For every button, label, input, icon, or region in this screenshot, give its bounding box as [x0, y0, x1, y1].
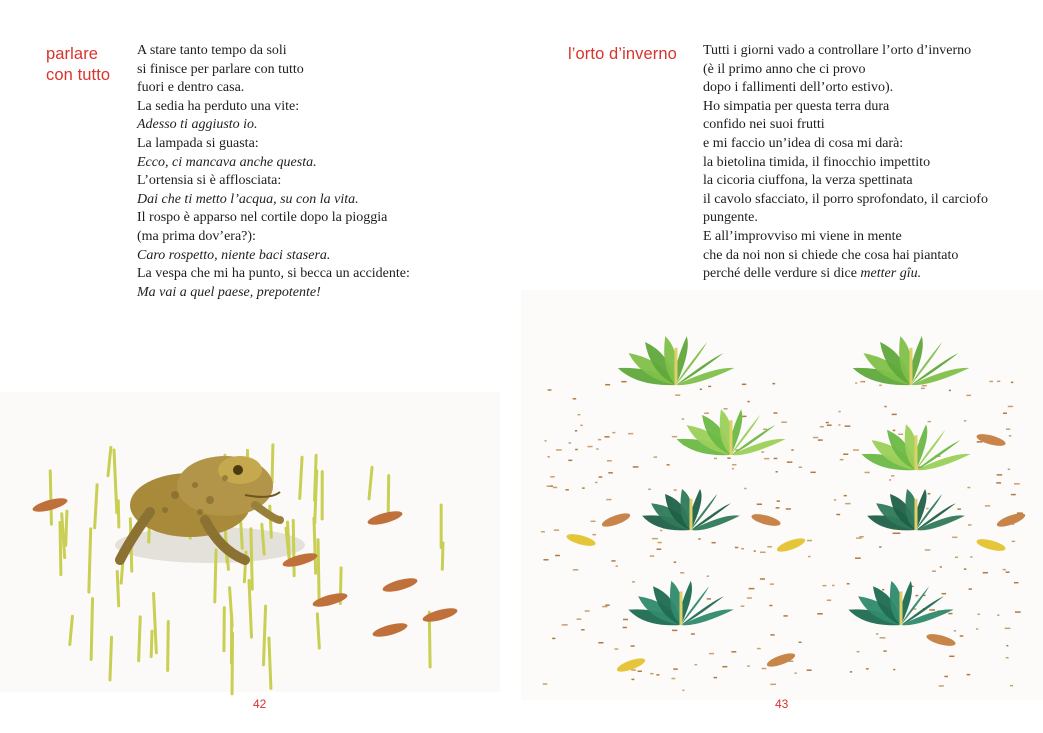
soil-speck — [889, 479, 891, 481]
grass-blade — [251, 529, 252, 589]
soil-speck — [843, 453, 848, 455]
soil-speck — [694, 664, 697, 666]
soil-speck — [550, 476, 554, 478]
soil-speck — [741, 605, 745, 607]
right-page-title: l’orto d’inverno — [568, 45, 677, 63]
soil-speck — [554, 529, 559, 531]
soil-speck — [955, 557, 958, 559]
poem-line: A stare tanto tempo da soli — [137, 43, 287, 58]
grass-blade — [315, 471, 317, 523]
soil-speck — [957, 508, 961, 510]
soil-speck — [599, 476, 603, 478]
soil-speck — [865, 472, 870, 474]
poem-line: che da noi non si chiede che cosa hai piantato — [703, 247, 959, 263]
soil-speck — [967, 487, 970, 489]
soil-speck — [650, 555, 654, 557]
soil-speck — [853, 449, 859, 451]
soil-speck — [578, 414, 581, 416]
soil-speck — [543, 559, 548, 561]
soil-speck — [1006, 428, 1010, 430]
soil-speck — [682, 690, 684, 692]
soil-speck — [575, 449, 578, 451]
soil-speck — [856, 537, 862, 539]
soil-speck — [893, 430, 896, 432]
poem-line: La vespa che mi ha punto, si becca un accidente: — [137, 266, 410, 282]
soil-speck — [714, 677, 717, 679]
soil-speck — [997, 614, 999, 616]
soil-speck — [845, 425, 851, 427]
soil-speck — [592, 534, 596, 536]
grass-blade — [110, 637, 112, 680]
soil-speck — [894, 533, 900, 535]
soil-speck — [876, 633, 878, 635]
soil-speck — [1009, 435, 1011, 437]
grass-blade — [270, 506, 272, 537]
poem-line: La lampada si guasta: — [137, 135, 259, 151]
soil-speck — [562, 624, 568, 626]
soil-speck — [544, 440, 546, 442]
soil-speck — [747, 597, 752, 599]
soil-speck — [952, 537, 957, 539]
soil-speck — [882, 589, 884, 591]
soil-speck — [648, 489, 651, 491]
soil-speck — [708, 386, 711, 388]
poem-line: si finisce per parlare con tutto — [137, 61, 304, 77]
soil-speck — [606, 499, 611, 501]
soil-speck — [704, 412, 709, 414]
soil-speck — [735, 547, 738, 549]
soil-speck — [712, 542, 716, 544]
grass-blade — [168, 622, 169, 671]
soil-speck — [672, 678, 676, 680]
soil-speck — [970, 556, 972, 558]
soil-speck — [847, 583, 850, 585]
poem-line: La sedia ha perduto una vite: — [137, 98, 300, 114]
soil-speck — [898, 434, 903, 436]
soil-speck — [883, 650, 886, 652]
soil-speck — [598, 642, 603, 644]
soil-speck — [840, 459, 844, 461]
poem-line: Caro rospetto, niente baci stasera. — [137, 247, 331, 263]
soil-speck — [774, 458, 778, 460]
soil-speck — [631, 679, 634, 681]
poem-line: pungente. — [703, 210, 758, 226]
soil-speck — [709, 653, 714, 655]
soil-speck — [777, 500, 780, 502]
soil-speck — [807, 669, 812, 671]
soil-speck — [762, 668, 767, 670]
soil-speck — [553, 487, 557, 489]
soil-speck — [1008, 406, 1013, 408]
soil-speck — [964, 420, 966, 422]
soil-speck — [615, 648, 619, 650]
grass-blade — [215, 550, 216, 602]
soil-speck — [611, 560, 615, 562]
soil-speck — [838, 424, 840, 426]
grass-blade — [139, 617, 141, 661]
soil-speck — [949, 390, 951, 392]
soil-speck — [928, 421, 931, 423]
poem-line: E all’improvviso mi viene in mente — [703, 228, 902, 244]
grass-blade — [91, 599, 92, 660]
soil-speck — [631, 669, 636, 671]
soil-speck — [818, 439, 823, 441]
soil-speck — [757, 648, 761, 650]
vegetable-garden-illustration — [521, 0, 1043, 733]
soil-speck — [633, 466, 639, 468]
soil-speck — [997, 381, 1000, 383]
soil-speck — [587, 446, 592, 448]
soil-speck — [612, 432, 615, 434]
soil-speck — [807, 540, 812, 542]
soil-speck — [855, 557, 861, 559]
soil-speck — [1006, 571, 1010, 573]
soil-speck — [605, 384, 610, 386]
soil-speck — [552, 638, 555, 640]
grass-blade — [151, 631, 152, 656]
soil-speck — [767, 546, 772, 548]
soil-speck — [723, 408, 727, 410]
soil-speck — [744, 488, 746, 490]
grass-blade — [318, 540, 319, 601]
poem-last-line: perché delle verdure si dice metter gîu. — [703, 266, 922, 282]
soil-speck — [741, 548, 744, 550]
soil-speck — [672, 630, 677, 632]
soil-speck — [656, 674, 659, 676]
soil-speck — [623, 627, 627, 629]
soil-speck — [608, 472, 613, 474]
soil-speck — [672, 436, 677, 438]
poem-line: il cavolo sfacciato, il porro sprofondato, il carciofo — [703, 191, 988, 207]
grass-blade — [263, 606, 265, 665]
soil-speck — [776, 471, 778, 473]
soil-speck — [747, 401, 749, 403]
soil-speck — [770, 684, 776, 686]
soil-speck — [569, 442, 572, 444]
soil-speck — [591, 521, 596, 523]
poem-line: fuori e dentro casa. — [137, 80, 245, 96]
soil-speck — [577, 618, 582, 620]
soil-speck — [964, 568, 967, 570]
soil-speck — [680, 572, 684, 574]
soil-speck — [860, 381, 864, 383]
soil-speck — [942, 593, 947, 595]
poem-line: Ma vai a quel paese, prepotente! — [137, 284, 321, 300]
soil-speck — [763, 429, 767, 431]
soil-speck — [650, 673, 653, 675]
poem-line: la cicoria ciuffona, la verza spettinata — [703, 173, 913, 189]
poem-line: (ma prima dov’era?): — [137, 228, 256, 244]
left-title-line-1: parlare — [46, 45, 99, 63]
poem-line: Tutti i giorni vado a controllare l’orto d’inverno — [703, 43, 972, 58]
soil-speck — [585, 610, 590, 612]
soil-speck — [555, 555, 560, 557]
grass-blade — [269, 638, 271, 688]
soil-speck — [892, 414, 897, 416]
poem-line: (è il primo anno che ci provo — [703, 61, 866, 77]
soil-speck — [857, 651, 860, 653]
soil-speck — [556, 449, 562, 451]
soil-speck — [977, 441, 983, 443]
soil-speck — [621, 381, 626, 383]
soil-speck — [632, 581, 635, 583]
soil-speck — [607, 460, 612, 462]
soil-speck — [928, 493, 931, 495]
soil-speck — [573, 398, 576, 400]
soil-speck — [915, 595, 918, 597]
soil-speck — [754, 550, 756, 552]
soil-speck — [1011, 494, 1016, 496]
poem-line: Adesso ti aggiusto io. — [137, 117, 258, 133]
grass-blade — [50, 471, 51, 524]
soil-speck — [548, 389, 552, 391]
soil-speck — [714, 458, 717, 460]
soil-speck — [939, 685, 944, 687]
grass-blade — [60, 522, 61, 574]
soil-speck — [1006, 657, 1009, 659]
soil-speck — [660, 530, 662, 532]
page-number-right: 43 — [775, 697, 789, 711]
soil-speck — [791, 449, 793, 451]
soil-speck — [808, 556, 810, 558]
soil-speck — [922, 385, 927, 387]
soil-speck — [698, 538, 700, 540]
soil-speck — [602, 606, 607, 608]
soil-speck — [732, 468, 734, 470]
soil-speck — [799, 642, 802, 644]
soil-speck — [826, 422, 829, 424]
soil-speck — [983, 572, 988, 574]
soil-speck — [616, 565, 618, 567]
soil-speck — [691, 633, 695, 635]
soil-speck — [565, 489, 568, 491]
soil-speck — [742, 384, 746, 386]
soil-speck — [732, 464, 736, 466]
soil-speck — [654, 456, 657, 458]
soil-speck — [1014, 483, 1020, 485]
soil-speck — [1003, 413, 1007, 415]
soil-speck — [834, 499, 836, 501]
soil-speck — [976, 628, 978, 630]
soil-speck — [783, 615, 787, 617]
soil-speck — [673, 668, 678, 670]
soil-speck — [968, 524, 971, 526]
soil-speck — [682, 418, 684, 420]
soil-speck — [770, 634, 774, 636]
soil-speck — [969, 588, 972, 590]
soil-speck — [893, 669, 895, 671]
soil-speck — [769, 605, 772, 607]
soil-speck — [1011, 382, 1013, 384]
soil-speck — [810, 472, 815, 474]
soil-speck — [926, 508, 928, 510]
grass-blade — [293, 520, 294, 575]
soil-speck — [884, 406, 886, 408]
soil-speck — [817, 613, 823, 615]
soil-speck — [799, 466, 802, 468]
soil-speck — [596, 448, 598, 450]
soil-speck — [674, 489, 677, 491]
left-title-line-2: con tutto — [46, 66, 111, 84]
soil-speck — [827, 424, 832, 426]
soil-speck — [674, 561, 677, 563]
soil-speck — [1012, 541, 1015, 543]
soil-speck — [582, 487, 585, 489]
soil-speck — [652, 538, 658, 540]
soil-speck — [631, 645, 635, 647]
soil-speck — [838, 411, 840, 413]
poem-line: la bietolina timida, il finocchio impettito — [703, 154, 931, 170]
soil-speck — [960, 635, 964, 637]
soil-speck — [604, 436, 609, 438]
grass-blade — [272, 445, 273, 483]
soil-speck — [850, 671, 852, 673]
soil-speck — [1008, 469, 1010, 471]
soil-speck — [1006, 645, 1008, 647]
soil-speck — [832, 585, 834, 587]
soil-speck — [772, 383, 775, 385]
soil-speck — [879, 546, 881, 548]
soil-speck — [866, 668, 869, 670]
poem-line: L’ortensia si è afflosciata: — [137, 173, 282, 189]
grass-blade — [89, 529, 91, 592]
soil-speck — [550, 485, 553, 487]
soil-speck — [760, 552, 766, 554]
page-number-left: 42 — [253, 697, 267, 711]
soil-speck — [977, 614, 980, 616]
soil-speck — [794, 672, 796, 674]
soil-speck — [940, 566, 942, 568]
soil-speck — [855, 382, 857, 384]
soil-speck — [727, 457, 730, 459]
soil-speck — [605, 604, 609, 606]
soil-speck — [1015, 611, 1021, 613]
poem-line: Il rospo è apparso nel cortile dopo la pioggia — [137, 210, 388, 226]
soil-speck — [580, 425, 583, 427]
soil-speck — [776, 507, 780, 509]
soil-speck — [675, 394, 680, 396]
poem-line: confido nei suoi frutti — [703, 117, 825, 133]
grass-blade — [118, 501, 119, 527]
soil-speck — [989, 381, 993, 383]
soil-speck — [879, 385, 882, 387]
soil-speck — [1005, 628, 1011, 630]
soil-speck — [827, 599, 831, 601]
soil-speck — [541, 531, 545, 533]
poem-line: Ecco, ci mancava anche questa. — [137, 154, 317, 170]
soil-speck — [997, 474, 1003, 476]
soil-speck — [657, 548, 662, 550]
grass-blade — [241, 523, 243, 548]
grass-blade — [442, 543, 443, 569]
soil-speck — [749, 588, 755, 590]
soil-speck — [568, 460, 572, 462]
soil-speck — [657, 542, 661, 544]
poem-line: Dai che ti metto l’acqua, su con la vita. — [137, 191, 359, 207]
soil-speck — [573, 569, 578, 571]
soil-speck — [1014, 582, 1018, 584]
soil-speck — [764, 458, 769, 460]
soil-speck — [628, 433, 633, 435]
grass-blade — [317, 614, 319, 648]
soil-speck — [595, 482, 597, 484]
soil-speck — [623, 619, 628, 621]
soil-speck — [967, 674, 971, 676]
grass-blade — [66, 511, 67, 545]
soil-speck — [966, 395, 971, 397]
soil-speck — [700, 389, 702, 391]
soil-speck — [786, 508, 791, 510]
soil-speck — [575, 430, 577, 432]
soil-speck — [707, 598, 711, 600]
soil-speck — [822, 585, 826, 587]
soil-speck — [761, 451, 764, 453]
soil-speck — [731, 651, 736, 653]
soil-speck — [787, 461, 793, 463]
soil-speck — [845, 503, 850, 505]
soil-speck — [742, 416, 746, 418]
soil-speck — [757, 504, 762, 506]
poem-line: e mi faccio un’idea di cosa mi darà: — [703, 135, 904, 151]
soil-speck — [985, 505, 990, 507]
left-page — [0, 0, 521, 733]
soil-speck — [891, 475, 894, 477]
soil-speck — [722, 666, 727, 668]
soil-speck — [954, 630, 956, 632]
poem-line: Ho simpatia per questa terra dura — [703, 98, 890, 114]
soil-speck — [944, 676, 948, 678]
soil-speck — [547, 456, 549, 458]
right-page — [521, 0, 1043, 733]
soil-speck — [760, 578, 765, 580]
soil-speck — [1003, 569, 1006, 571]
soil-speck — [929, 609, 935, 611]
soil-speck — [773, 412, 777, 414]
soil-speck — [707, 575, 709, 577]
toad-illustration — [0, 0, 521, 733]
soil-speck — [859, 536, 863, 538]
soil-speck — [1010, 685, 1013, 687]
soil-speck — [581, 629, 584, 631]
soil-speck — [667, 464, 670, 466]
grass-blade — [117, 572, 118, 606]
soil-speck — [932, 570, 936, 572]
soil-speck — [844, 495, 847, 497]
soil-speck — [781, 421, 787, 423]
soil-speck — [996, 482, 1001, 484]
soil-speck — [880, 637, 886, 639]
soil-speck — [820, 426, 824, 428]
soil-speck — [836, 514, 840, 516]
soil-speck — [598, 439, 601, 441]
soil-speck — [747, 665, 750, 667]
soil-speck — [543, 683, 547, 685]
soil-speck — [813, 437, 818, 439]
grass-blade — [232, 633, 233, 693]
grass-blade — [314, 518, 316, 573]
soil-speck — [638, 671, 642, 673]
soil-speck — [948, 613, 952, 615]
poem-line: dopo i fallimenti dell’orto estivo). — [703, 80, 894, 96]
soil-speck — [949, 656, 954, 658]
soil-speck — [925, 549, 931, 551]
soil-speck — [770, 583, 774, 585]
soil-speck — [921, 388, 925, 390]
